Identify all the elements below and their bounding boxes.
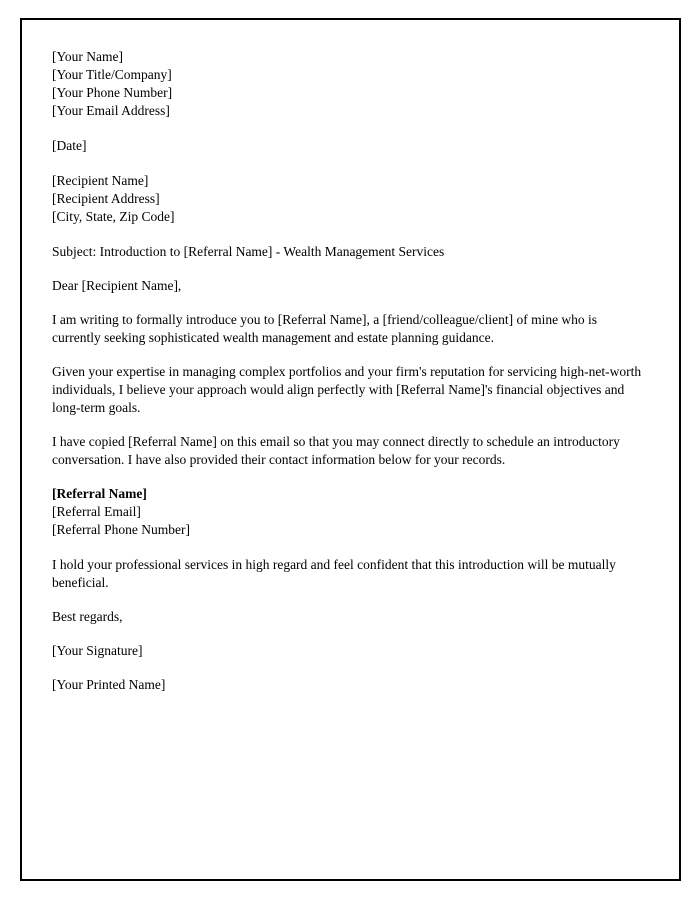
- printed-name-line: [Your Printed Name]: [52, 677, 166, 692]
- referral-name: [Referral Name]: [52, 486, 147, 501]
- sender-title-company: [Your Title/Company]: [52, 67, 172, 82]
- closing: Best regards,: [52, 609, 123, 624]
- signature-line: [Your Signature]: [52, 643, 143, 658]
- paragraph-intro: I am writing to formally introduce you to [Referral Name], a [friend/colleague/client] of mine who is currently seeking sophisticated wealth management and estate planning guidance.: [52, 312, 598, 345]
- date-line: [Date]: [52, 138, 87, 153]
- sender-name: [Your Name]: [52, 49, 123, 64]
- referral-phone: [Referral Phone Number]: [52, 522, 190, 537]
- sender-block: [52, 48, 647, 120]
- recipient-city-state-zip: [City, State, Zip Code]: [52, 209, 175, 224]
- recipient-block: [52, 172, 647, 226]
- paragraph-copied: I have copied [Referral Name] on this email so that you may connect directly to schedule an introductory conversation. I have also provided their contact information below for your records.: [52, 434, 620, 467]
- subject-line: Subject: Introduction to [Referral Name] - Wealth Management Services: [52, 244, 445, 259]
- recipient-address: [Recipient Address]: [52, 191, 160, 206]
- paragraph-regard: I hold your professional services in high regard and feel confident that this introduction will be mutually beneficial.: [52, 557, 616, 590]
- paragraph-expertise: Given your expertise in managing complex portfolios and your firm's reputation for servicing high-net-worth individuals, I believe your approach would align perfectly with [Referral Name]'s financial objectives and long-term goals.: [52, 364, 642, 415]
- date-block: [52, 137, 647, 155]
- referral-contact-block: [52, 485, 647, 539]
- letter-page: [20, 18, 681, 881]
- recipient-name: [Recipient Name]: [52, 173, 149, 188]
- salutation: Dear [Recipient Name],: [52, 278, 182, 293]
- letter-content: [22, 20, 679, 694]
- sender-email: [Your Email Address]: [52, 103, 170, 118]
- referral-email: [Referral Email]: [52, 504, 141, 519]
- sender-phone: [Your Phone Number]: [52, 85, 173, 100]
